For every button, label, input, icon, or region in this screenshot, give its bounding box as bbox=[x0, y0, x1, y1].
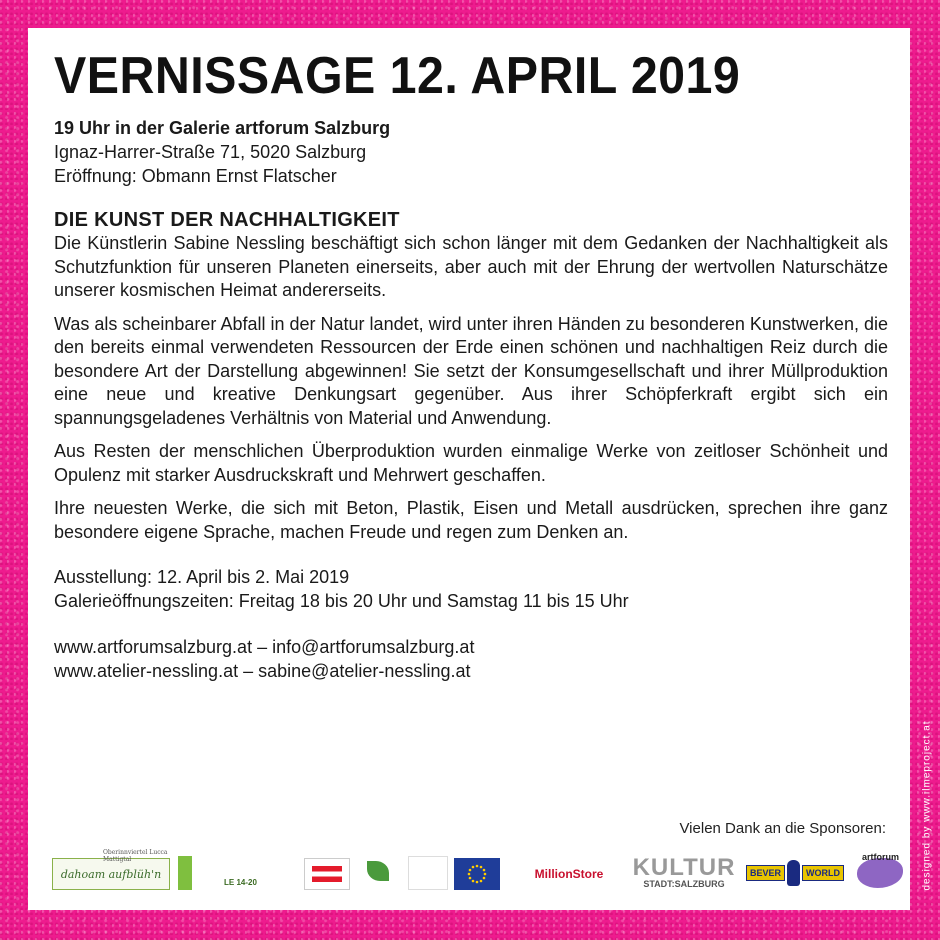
contact-artforum: www.artforumsalzburg.at – info@artforumsalzburg.at bbox=[54, 637, 475, 657]
sponsors-label: Vielen Dank an die Sponsoren: bbox=[679, 820, 886, 837]
gallery-hours: Galerieöffnungszeiten: Freitag 18 bis 20 Uhr und Samstag 11 bis 15 Uhr bbox=[54, 590, 629, 611]
oberinnviertel-tag: Oberinnviertel Lucca Mattigtal bbox=[103, 849, 168, 863]
artforum-logo bbox=[852, 850, 908, 896]
oberinnviertel-logo bbox=[52, 849, 170, 890]
contact-info bbox=[54, 636, 888, 683]
exhibition-dates: Ausstellung: 12. April bis 2. Mai 2019 bbox=[54, 567, 350, 587]
leader-bar bbox=[178, 856, 192, 890]
poster-content bbox=[54, 46, 888, 683]
designer-credit bbox=[918, 700, 936, 910]
event-time-place: 19 Uhr in der Galerie artforum Salzburg bbox=[54, 118, 391, 138]
leader-text: LE 14-20 bbox=[224, 878, 257, 887]
eu-stars-icon bbox=[462, 862, 492, 886]
artforum-blob-icon bbox=[857, 858, 903, 888]
event-address: Ignaz-Harrer-Straße 71, 5020 Salzburg bbox=[54, 142, 367, 162]
kultur-text: KULTUR bbox=[632, 853, 736, 881]
partner-logo bbox=[408, 856, 448, 890]
designer-credit-text: designed by www.ilmeproject.at bbox=[921, 719, 933, 891]
oberinnviertel-text: dahoam aufblüh'n bbox=[60, 867, 162, 881]
poster-panel bbox=[28, 28, 910, 910]
kultur-subtext: STADT:SALZBURG bbox=[643, 878, 725, 889]
beverworld-logo bbox=[746, 858, 844, 888]
paragraph-2: Was als scheinbarer Abfall in der Natur landet, wird unter ihren Händen zu besonderen Kunstwerken, die den bereits einmal verwendeten Ressourcen der Erde einen schönen und nachhaltigen Reiz durch die besondere Art der Darstellung abgewinnen! Sie setzt der Konsumgesellschaft und ihrer Müllproduktion eine neue und kreative Denkungsart gegenüber. Aus ihrer Schöpferkraft ergibt sich ein spannungsgeladenes Verhältnis von Material und Anwendung. bbox=[54, 313, 888, 428]
event-info bbox=[54, 116, 888, 188]
paragraph-4: Ihre neuesten Werke, die sich mit Beton, Plastik, Eisen und Metall ausdrücken, sprechen ihre ganz besondere eigene Sprache, machen Freude und regen zum Denken an. bbox=[54, 498, 888, 542]
sponsor-logos bbox=[52, 849, 900, 898]
millionstore-logo: MillionStore bbox=[534, 867, 604, 881]
event-opening: Eröffnung: Obmann Ernst Flatscher bbox=[54, 166, 337, 186]
headline: VERNISSAGE 12. APRIL 2019 bbox=[54, 47, 741, 105]
kultur-salzburg-logo bbox=[634, 852, 734, 892]
paragraph-3: Aus Resten der menschlichen Überproduktion wurden einmalige Werke von zeitloser Schönheit und Opulenz mit starker Ausdruckskraft und Mehrwert geschaffen. bbox=[54, 441, 888, 485]
paragraph-1: Die Künstlerin Sabine Nessling beschäftigt sich schon länger mit dem Gedanken der Nachhaltigkeit als Schutzfunktion für unseren Planeten einerseits, aber auch mit der Ehrung der wertvollen Naturschätze unserer kosmischen Heimat andererseits. bbox=[54, 233, 888, 300]
austria-flag-icon bbox=[312, 866, 342, 882]
leaf-logo bbox=[356, 852, 400, 890]
eu-flag-logo bbox=[454, 858, 500, 890]
leader-logo bbox=[178, 850, 298, 894]
exhibition-details bbox=[54, 566, 888, 613]
austria-flag-logo bbox=[304, 858, 350, 890]
bottle-icon bbox=[787, 860, 800, 886]
section-title: DIE KUNST DER NACHHALTIGKEIT bbox=[54, 209, 400, 231]
leaf-icon bbox=[367, 861, 389, 881]
artforum-text: artforum bbox=[862, 852, 900, 862]
bever-text: BEVER bbox=[746, 865, 785, 881]
contact-nessling: www.atelier-nessling.at – sabine@atelier-nessling.at bbox=[54, 660, 471, 681]
world-text: WORLD bbox=[802, 865, 844, 881]
